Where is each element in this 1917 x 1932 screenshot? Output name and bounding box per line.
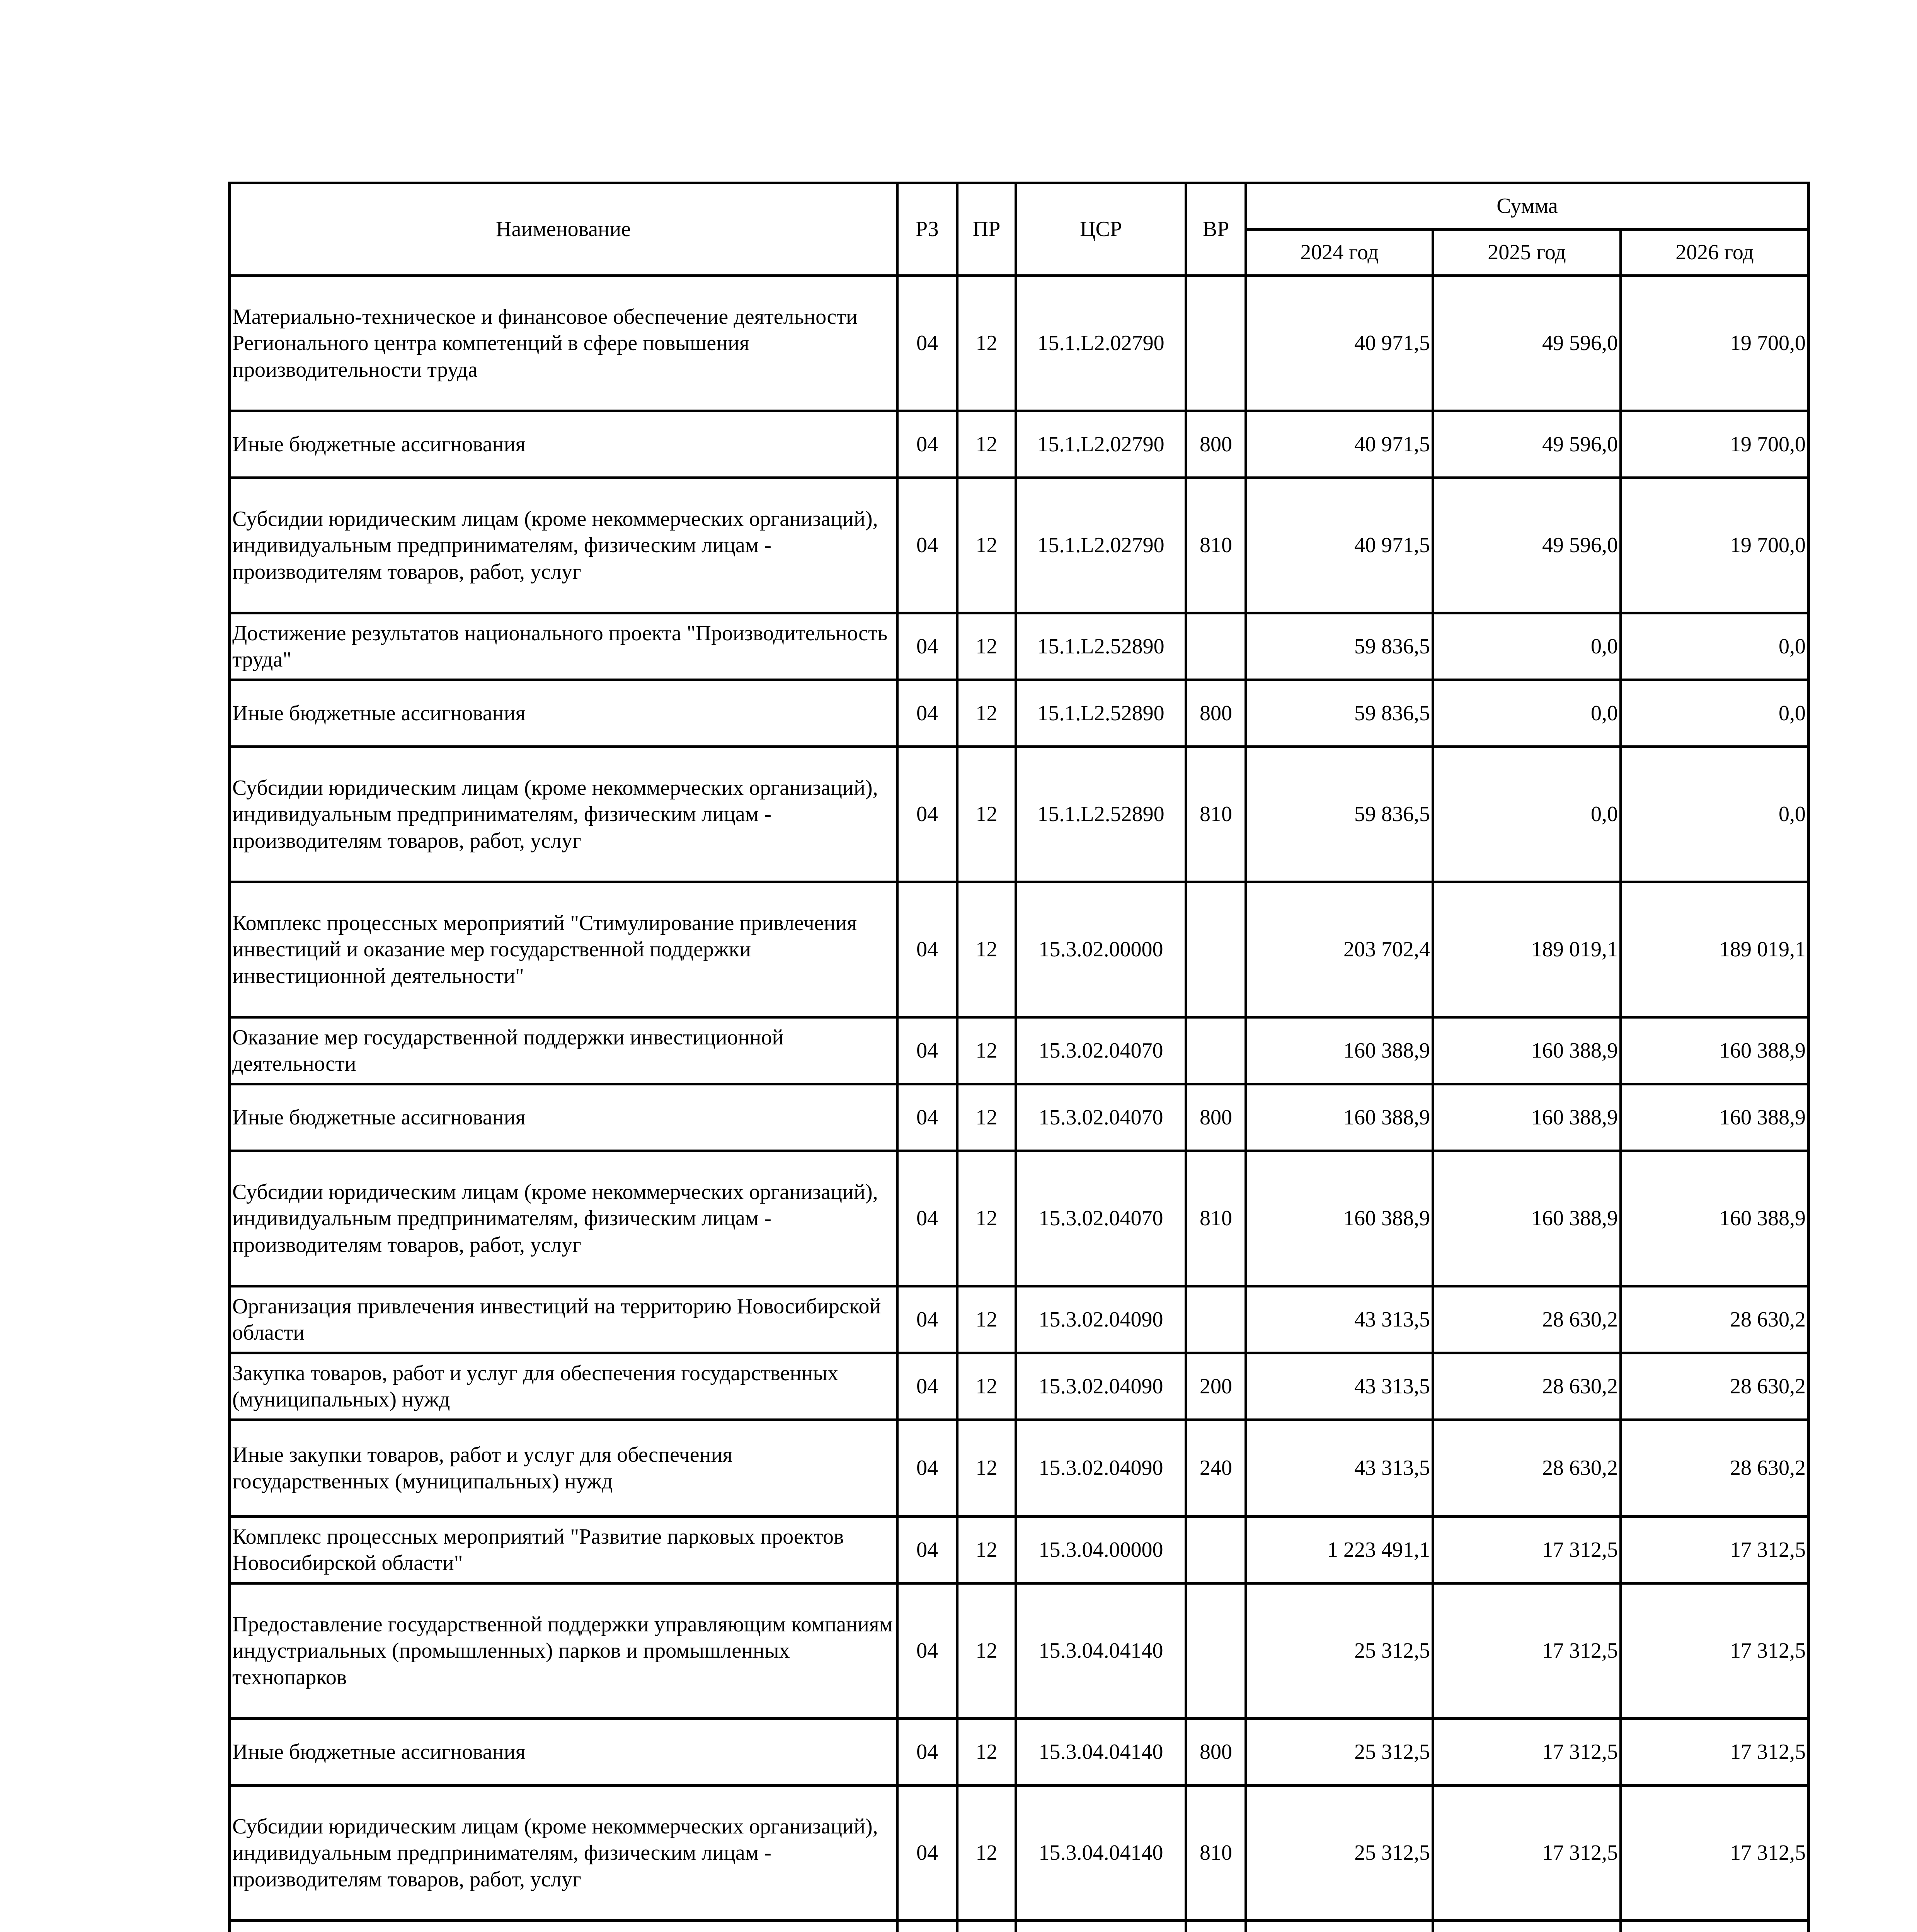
cell-vr: 810 bbox=[1186, 747, 1246, 882]
table-body bbox=[230, 276, 1809, 1932]
cell-csr: 15.3.04.00000 bbox=[1016, 1517, 1186, 1583]
header-year-2026: 2026 год bbox=[1621, 230, 1809, 276]
cell-sum-2025: 49 596,0 bbox=[1433, 411, 1621, 478]
cell-rz: 04 bbox=[897, 1583, 957, 1719]
cell-vr: 800 bbox=[1186, 1719, 1246, 1786]
cell-sum-2026: 28 630,2 bbox=[1621, 1286, 1809, 1353]
table-row bbox=[230, 1517, 1809, 1583]
cell-sum-2026: 28 630,2 bbox=[1621, 1420, 1809, 1517]
cell-vr bbox=[1186, 1517, 1246, 1583]
cell-vr bbox=[1186, 1921, 1246, 1932]
cell-name: Организация привлечения инвестиций на территорию Новосибирской области bbox=[230, 1286, 897, 1353]
cell-sum-2026: 28 630,2 bbox=[1621, 1353, 1809, 1420]
cell-rz: 04 bbox=[897, 1286, 957, 1353]
cell-rz: 04 bbox=[897, 1786, 957, 1921]
cell-csr: 15.1.L2.02790 bbox=[1016, 276, 1186, 411]
cell-name bbox=[230, 1921, 897, 1932]
cell-sum-2025: 17 312,5 bbox=[1433, 1786, 1621, 1921]
cell-name: Оказание мер государственной поддержки инвестиционной деятельности bbox=[230, 1017, 897, 1084]
cell-rz bbox=[897, 1921, 957, 1932]
cell-sum-2024: 160 388,9 bbox=[1246, 1084, 1433, 1151]
cell-name: Иные бюджетные ассигнования bbox=[230, 680, 897, 747]
cell-csr: 15.3.02.04070 bbox=[1016, 1017, 1186, 1084]
cell-sum-2025: 189 019,1 bbox=[1433, 882, 1621, 1017]
cell-name: Комплекс процессных мероприятий "Стимулирование привлечения инвестиций и оказание мер государственной поддержки инвестиционной деятельности" bbox=[230, 882, 897, 1017]
table-row bbox=[230, 478, 1809, 613]
header-csr: ЦСР bbox=[1016, 183, 1186, 276]
header-year-2024: 2024 год bbox=[1246, 230, 1433, 276]
cell-sum-2025 bbox=[1433, 1921, 1621, 1932]
cell-rz: 04 bbox=[897, 276, 957, 411]
cell-csr: 15.1.L2.02790 bbox=[1016, 411, 1186, 478]
cell-name: Иные закупки товаров, работ и услуг для обеспечения государственных (муниципальных) нужд bbox=[230, 1420, 897, 1517]
cell-vr bbox=[1186, 276, 1246, 411]
cell-sum-2025: 17 312,5 bbox=[1433, 1719, 1621, 1786]
table-header bbox=[230, 183, 1809, 276]
cell-csr: 15.3.02.04090 bbox=[1016, 1286, 1186, 1353]
cell-pr bbox=[957, 1921, 1016, 1932]
table-row bbox=[230, 1719, 1809, 1786]
cell-sum-2024: 203 702,4 bbox=[1246, 882, 1433, 1017]
cell-vr: 800 bbox=[1186, 680, 1246, 747]
cell-sum-2024: 160 388,9 bbox=[1246, 1151, 1433, 1286]
table-row bbox=[230, 1786, 1809, 1921]
cell-sum-2024: 59 836,5 bbox=[1246, 680, 1433, 747]
cell-pr: 12 bbox=[957, 1517, 1016, 1583]
cell-csr: 15.1.L2.52890 bbox=[1016, 680, 1186, 747]
cell-sum-2025: 0,0 bbox=[1433, 613, 1621, 680]
cell-vr bbox=[1186, 1583, 1246, 1719]
cell-name: Закупка товаров, работ и услуг для обеспечения государственных (муниципальных) нужд bbox=[230, 1353, 897, 1420]
cell-rz: 04 bbox=[897, 1420, 957, 1517]
cell-sum-2025: 28 630,2 bbox=[1433, 1353, 1621, 1420]
cell-vr: 810 bbox=[1186, 1786, 1246, 1921]
table-row bbox=[230, 747, 1809, 882]
cell-sum-2026 bbox=[1621, 1921, 1809, 1932]
table-row bbox=[230, 1151, 1809, 1286]
cell-sum-2026: 160 388,9 bbox=[1621, 1017, 1809, 1084]
header-vr: ВР bbox=[1186, 183, 1246, 276]
cell-sum-2026: 160 388,9 bbox=[1621, 1084, 1809, 1151]
cell-sum-2024: 25 312,5 bbox=[1246, 1583, 1433, 1719]
cell-sum-2024: 43 313,5 bbox=[1246, 1353, 1433, 1420]
cell-csr: 15.3.04.04140 bbox=[1016, 1719, 1186, 1786]
table-row bbox=[230, 680, 1809, 747]
cell-rz: 04 bbox=[897, 1151, 957, 1286]
cell-sum-2024: 40 971,5 bbox=[1246, 478, 1433, 613]
cell-csr: 15.3.02.04090 bbox=[1016, 1353, 1186, 1420]
cell-pr: 12 bbox=[957, 478, 1016, 613]
table-row bbox=[230, 1583, 1809, 1719]
cell-pr: 12 bbox=[957, 1084, 1016, 1151]
table-row bbox=[230, 1286, 1809, 1353]
cell-sum-2024: 160 388,9 bbox=[1246, 1017, 1433, 1084]
cell-sum-2026: 17 312,5 bbox=[1621, 1517, 1809, 1583]
cell-rz: 04 bbox=[897, 613, 957, 680]
table-row bbox=[230, 1420, 1809, 1517]
cell-sum-2025: 49 596,0 bbox=[1433, 478, 1621, 613]
cell-vr: 240 bbox=[1186, 1420, 1246, 1517]
cell-sum-2026: 19 700,0 bbox=[1621, 276, 1809, 411]
cell-rz: 04 bbox=[897, 411, 957, 478]
table-row bbox=[230, 613, 1809, 680]
cell-sum-2024: 40 971,5 bbox=[1246, 276, 1433, 411]
cell-csr: 15.3.02.00000 bbox=[1016, 882, 1186, 1017]
cell-sum-2025: 0,0 bbox=[1433, 680, 1621, 747]
cell-sum-2025: 160 388,9 bbox=[1433, 1017, 1621, 1084]
cell-vr: 810 bbox=[1186, 478, 1246, 613]
cell-csr: 15.3.02.04070 bbox=[1016, 1151, 1186, 1286]
cell-sum-2024: 59 836,5 bbox=[1246, 613, 1433, 680]
cell-csr bbox=[1016, 1921, 1186, 1932]
cell-rz: 04 bbox=[897, 1017, 957, 1084]
cell-name: Иные бюджетные ассигнования bbox=[230, 1084, 897, 1151]
cell-sum-2026: 0,0 bbox=[1621, 680, 1809, 747]
cell-sum-2026: 19 700,0 bbox=[1621, 478, 1809, 613]
cell-pr: 12 bbox=[957, 613, 1016, 680]
table-row bbox=[230, 1017, 1809, 1084]
cell-sum-2026: 160 388,9 bbox=[1621, 1151, 1809, 1286]
table-row bbox=[230, 276, 1809, 411]
cell-rz: 04 bbox=[897, 1517, 957, 1583]
cell-vr: 800 bbox=[1186, 1084, 1246, 1151]
cell-rz: 04 bbox=[897, 882, 957, 1017]
cell-csr: 15.1.L2.52890 bbox=[1016, 747, 1186, 882]
cell-vr: 810 bbox=[1186, 1151, 1246, 1286]
cell-sum-2024: 25 312,5 bbox=[1246, 1786, 1433, 1921]
cell-pr: 12 bbox=[957, 1583, 1016, 1719]
cell-pr: 12 bbox=[957, 1353, 1016, 1420]
cell-pr: 12 bbox=[957, 1286, 1016, 1353]
cell-sum-2024: 1 223 491,1 bbox=[1246, 1517, 1433, 1583]
cell-vr: 800 bbox=[1186, 411, 1246, 478]
cell-name: Субсидии юридическим лицам (кроме некоммерческих организаций), индивидуальным предпринимателям, физическим лицам - производителям товаров, работ, услуг bbox=[230, 478, 897, 613]
header-name: Наименование bbox=[230, 183, 897, 276]
cell-sum-2025: 0,0 bbox=[1433, 747, 1621, 882]
cell-vr bbox=[1186, 613, 1246, 680]
cell-pr: 12 bbox=[957, 1719, 1016, 1786]
cell-sum-2026: 17 312,5 bbox=[1621, 1583, 1809, 1719]
table-row bbox=[230, 1921, 1809, 1932]
cell-sum-2025: 28 630,2 bbox=[1433, 1286, 1621, 1353]
cell-sum-2024: 25 312,5 bbox=[1246, 1719, 1433, 1786]
cell-csr: 15.1.L2.02790 bbox=[1016, 478, 1186, 613]
cell-sum-2026: 0,0 bbox=[1621, 747, 1809, 882]
cell-pr: 12 bbox=[957, 1151, 1016, 1286]
cell-sum-2025: 17 312,5 bbox=[1433, 1583, 1621, 1719]
cell-sum-2026: 189 019,1 bbox=[1621, 882, 1809, 1017]
table-row bbox=[230, 411, 1809, 478]
cell-name: Иные бюджетные ассигнования bbox=[230, 411, 897, 478]
cell-pr: 12 bbox=[957, 1420, 1016, 1517]
header-rz: РЗ bbox=[897, 183, 957, 276]
cell-sum-2025: 160 388,9 bbox=[1433, 1084, 1621, 1151]
cell-csr: 15.3.04.04140 bbox=[1016, 1786, 1186, 1921]
cell-vr bbox=[1186, 1286, 1246, 1353]
cell-sum-2025: 49 596,0 bbox=[1433, 276, 1621, 411]
cell-pr: 12 bbox=[957, 1786, 1016, 1921]
cell-sum-2026: 19 700,0 bbox=[1621, 411, 1809, 478]
cell-pr: 12 bbox=[957, 1017, 1016, 1084]
cell-pr: 12 bbox=[957, 882, 1016, 1017]
cell-sum-2024: 40 971,5 bbox=[1246, 411, 1433, 478]
header-pr: ПР bbox=[957, 183, 1016, 276]
cell-name: Субсидии юридическим лицам (кроме некоммерческих организаций), индивидуальным предпринимателям, физическим лицам - производителям товаров, работ, услуг bbox=[230, 1786, 897, 1921]
cell-name: Материально-техническое и финансовое обеспечение деятельности Регионального центра компетенций в сфере повышения производительности труда bbox=[230, 276, 897, 411]
cell-rz: 04 bbox=[897, 478, 957, 613]
cell-rz: 04 bbox=[897, 1719, 957, 1786]
budget-table bbox=[228, 182, 1810, 1932]
cell-name: Иные бюджетные ассигнования bbox=[230, 1719, 897, 1786]
cell-sum-2026: 0,0 bbox=[1621, 613, 1809, 680]
cell-csr: 15.3.02.04090 bbox=[1016, 1420, 1186, 1517]
cell-csr: 15.3.02.04070 bbox=[1016, 1084, 1186, 1151]
cell-pr: 12 bbox=[957, 276, 1016, 411]
cell-sum-2025: 28 630,2 bbox=[1433, 1420, 1621, 1517]
cell-rz: 04 bbox=[897, 747, 957, 882]
cell-rz: 04 bbox=[897, 1084, 957, 1151]
cell-csr: 15.3.04.04140 bbox=[1016, 1583, 1186, 1719]
cell-name: Комплекс процессных мероприятий "Развитие парковых проектов Новосибирской области" bbox=[230, 1517, 897, 1583]
cell-rz: 04 bbox=[897, 1353, 957, 1420]
cell-rz: 04 bbox=[897, 680, 957, 747]
cell-sum-2026: 17 312,5 bbox=[1621, 1786, 1809, 1921]
table-row bbox=[230, 1084, 1809, 1151]
cell-name: Предоставление государственной поддержки управляющим компаниям индустриальных (промышленных) парков и промышленных технопарков bbox=[230, 1583, 897, 1719]
cell-sum-2024: 43 313,5 bbox=[1246, 1420, 1433, 1517]
table-row bbox=[230, 1353, 1809, 1420]
header-sum: Сумма bbox=[1246, 183, 1809, 230]
cell-sum-2024 bbox=[1246, 1921, 1433, 1932]
cell-csr: 15.1.L2.52890 bbox=[1016, 613, 1186, 680]
cell-sum-2026: 17 312,5 bbox=[1621, 1719, 1809, 1786]
cell-pr: 12 bbox=[957, 411, 1016, 478]
cell-pr: 12 bbox=[957, 680, 1016, 747]
cell-name: Субсидии юридическим лицам (кроме некоммерческих организаций), индивидуальным предпринимателям, физическим лицам - производителям товаров, работ, услуг bbox=[230, 1151, 897, 1286]
cell-sum-2025: 17 312,5 bbox=[1433, 1517, 1621, 1583]
cell-sum-2024: 43 313,5 bbox=[1246, 1286, 1433, 1353]
cell-vr: 200 bbox=[1186, 1353, 1246, 1420]
cell-name: Субсидии юридическим лицам (кроме некоммерческих организаций), индивидуальным предпринимателям, физическим лицам - производителям товаров, работ, услуг bbox=[230, 747, 897, 882]
cell-vr bbox=[1186, 1017, 1246, 1084]
cell-name: Достижение результатов национального проекта "Производительность труда" bbox=[230, 613, 897, 680]
cell-vr bbox=[1186, 882, 1246, 1017]
cell-sum-2024: 59 836,5 bbox=[1246, 747, 1433, 882]
header-year-2025: 2025 год bbox=[1433, 230, 1621, 276]
cell-sum-2025: 160 388,9 bbox=[1433, 1151, 1621, 1286]
table-row bbox=[230, 882, 1809, 1017]
cell-pr: 12 bbox=[957, 747, 1016, 882]
